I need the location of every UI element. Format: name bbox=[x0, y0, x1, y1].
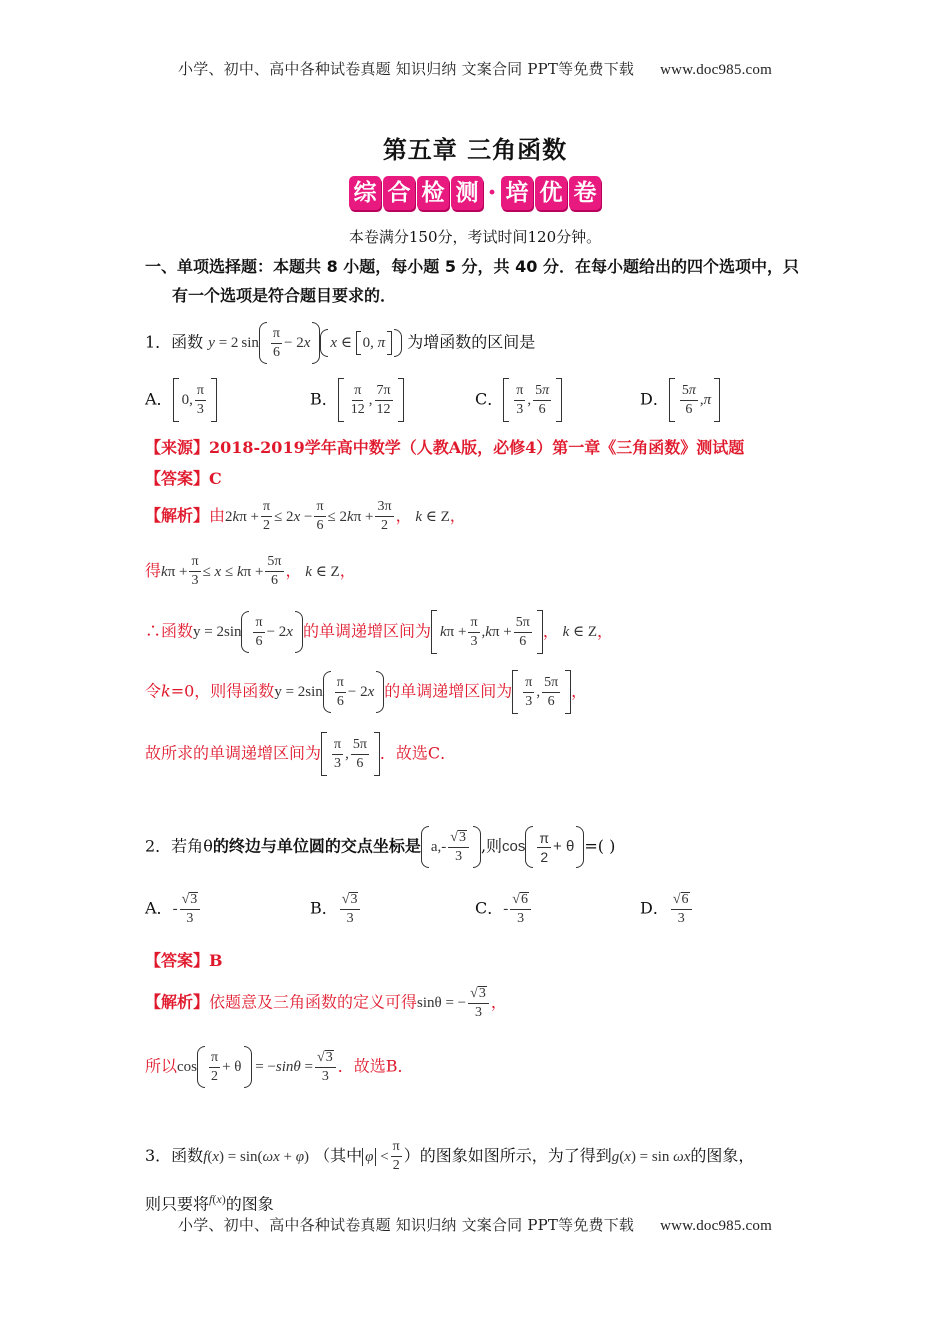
footer-site[interactable]: www.doc985.com bbox=[660, 1218, 772, 1234]
page-header bbox=[0, 58, 950, 79]
q1-answer bbox=[145, 469, 222, 488]
text: 令 bbox=[145, 681, 162, 701]
q1-analysis-line4: 令k=0，则得函数y = 2sin $\frac{\pi}{6}$ − 2 x 的单调递增区间为 $\frac{\pi}{3}$ , $\frac{5\pi}{6}$ ， bbox=[145, 670, 587, 714]
text: ， bbox=[285, 561, 302, 580]
q2-option-a[interactable]: A．- √ 3 3 bbox=[145, 892, 202, 926]
text: 由 bbox=[209, 506, 226, 525]
q1-prefix: 1．函数 bbox=[145, 332, 204, 352]
q3-stem-line2: 则只要将 f ( x )的图象 bbox=[145, 1192, 274, 1214]
chapter-title: 第五章 三角函数 bbox=[382, 136, 568, 164]
q2-prefix: 2．若角 bbox=[145, 836, 204, 856]
banner-char: 测 bbox=[451, 176, 483, 210]
option-label: C． bbox=[475, 898, 504, 918]
q2-option-d[interactable]: D． √ 6 3 bbox=[640, 892, 694, 926]
option-label: D． bbox=[640, 898, 669, 918]
q1-option-b[interactable]: B． $\frac{\pi}{12}$ , $\frac{7\pi}{12}$ bbox=[310, 378, 404, 422]
q2-option-b[interactable]: B． √ 3 3 bbox=[310, 892, 362, 926]
analysis-label: 【解析】 bbox=[145, 992, 210, 1012]
theta-symbol: θ bbox=[203, 836, 213, 856]
q1-source: 【来源】2018-2019学年高中数学（人教A版，必修4）第一章《三角函数》测试题 bbox=[145, 438, 745, 457]
banner-char: 检 bbox=[417, 176, 449, 210]
banner-char: 合 bbox=[383, 176, 415, 210]
q2-mid1: 的终边与单位圆的交点坐标是 bbox=[212, 836, 421, 856]
text: 得 bbox=[145, 561, 162, 580]
section-heading-line1: 一、单项选择题：本题共 8 小题，每小题 5 分，共 40 分．在每小题给出的四个选项中，只 bbox=[145, 257, 799, 276]
text: ， bbox=[395, 506, 412, 525]
q3-mid2: ）的图象如图所示，为了得到 bbox=[403, 1146, 612, 1165]
q2-option-c[interactable]: C．- √ 6 3 bbox=[475, 892, 533, 926]
text: ， bbox=[571, 681, 588, 701]
option-label: A． bbox=[145, 898, 173, 918]
q2-analysis-line1: 【解析】依题意及三角函数的定义可得sinθ = − √ 3 3 ， bbox=[145, 986, 507, 1020]
q3-stem-line1: 3．函数 f ( x ) = sin( ωx + φ ) （其中 φ < $\frac{\pi}{2}$ ）的图象如图所示，为了得到 g ( x ) = sin ωx 的图象， bbox=[145, 1139, 755, 1173]
text: 所以 bbox=[145, 1056, 178, 1076]
q3-line2-pre: 则只要将 bbox=[145, 1194, 210, 1214]
text: 的单调递增区间为 bbox=[384, 681, 513, 701]
text: =0，则得函数 bbox=[170, 681, 275, 701]
q2-mid2: ,则 bbox=[480, 836, 503, 856]
q2-blank: =( ) bbox=[584, 836, 616, 856]
text: 依题意及三角函数的定义可得 bbox=[209, 992, 418, 1012]
section-heading-line2: 有一个选项是符合题目要求的． bbox=[172, 286, 397, 305]
text: ．故选B． bbox=[337, 1056, 414, 1076]
option-label: C． bbox=[475, 389, 504, 409]
banner-char: 优 bbox=[535, 176, 567, 210]
banner-char: 卷 bbox=[569, 176, 601, 210]
answer-label: 【答案】 bbox=[145, 469, 210, 488]
option-label: B． bbox=[310, 389, 338, 409]
q1-stem bbox=[145, 322, 535, 364]
q3-mid1: （其中 bbox=[314, 1146, 363, 1165]
answer-label: 【答案】 bbox=[145, 951, 210, 970]
option-label: A． bbox=[145, 389, 173, 409]
text: 故所求的单调递增区间为 bbox=[145, 743, 322, 763]
q1-analysis-line2: 得 k π + $\frac{\pi}{3}$ ≤ x ≤ k π + $\frac{5\pi}{6}$ ， k ∈ Z， bbox=[145, 554, 356, 588]
q2-answer bbox=[145, 951, 223, 970]
q1-suffix: 为增函数的区间是 bbox=[407, 332, 536, 352]
q3-mid3: 的图象， bbox=[690, 1146, 755, 1165]
footer-text: 小学、初中、高中各种试卷真题 知识归纳 文案合同 PPT等免费下载 bbox=[178, 1216, 635, 1234]
banner bbox=[0, 176, 950, 210]
q3-prefix: 3．函数 bbox=[145, 1146, 204, 1165]
q2-stem: 2．若角θ的终边与单位圆的交点坐标是 a,- √ 3 3 ,则cos $\frac{\pi}{2}$ + θ =( ) bbox=[145, 826, 615, 868]
q2-analysis-line2: 所以cos $\frac{\pi}{2}$ + θ = − sinθ = √ 3 3 ．故选B． bbox=[145, 1046, 413, 1088]
q1-analysis-line5: 故所求的单调递增区间为 $\frac{\pi}{3}$ , $\frac{5\pi}{6}$ ．故选C． bbox=[145, 732, 456, 776]
text: 的单调递增区间为 bbox=[302, 621, 431, 641]
exam-info: 本卷满分150分，考试时间120分钟。 bbox=[348, 228, 602, 246]
q1-option-c[interactable]: C． $\frac{\pi}{3}$ , $\frac{5\pi}{6}$ bbox=[475, 378, 562, 422]
text: ， bbox=[490, 992, 507, 1012]
q1-analysis-line1: 【解析】由2 k π + $\frac{\pi}{2}$ ≤ 2 x − $\frac{\pi}{6}$ ≤ 2 k π + $\frac{3\pi}{2}$ ， k ∈ Z， bbox=[145, 499, 466, 533]
q1-analysis-line3: ∴函数y = 2sin $\frac{\pi}{6}$ − 2 x 的单调递增区间为 k π + $\frac{\pi}{3}$ , k π + $\frac{5\pi}{6}$ ， k ∈ Z， bbox=[145, 610, 613, 654]
page-footer bbox=[0, 1214, 950, 1235]
option-label: B． bbox=[310, 898, 338, 918]
q3-line2-post: 的图象 bbox=[225, 1194, 274, 1214]
text: ∴函数 bbox=[145, 621, 194, 641]
analysis-label: 【解析】 bbox=[145, 506, 210, 525]
answer-value: B bbox=[209, 951, 223, 970]
text: k bbox=[161, 681, 171, 701]
answer-value: C bbox=[209, 469, 222, 488]
text: ．故选C． bbox=[379, 743, 457, 763]
text: ， bbox=[542, 621, 559, 641]
q1-option-a[interactable]: A． 0, $\frac{\pi}{3}$ bbox=[145, 378, 217, 422]
q1-option-d[interactable]: D． $\frac{5\pi}{6}$ , π bbox=[640, 378, 720, 422]
header-text: 小学、初中、高中各种试卷真题 知识归纳 文案合同 PPT等免费下载 bbox=[178, 60, 635, 78]
q1-formula: y = 2 sin $\frac{\pi}{6}$ − 2 x x ∈ 0, π bbox=[208, 322, 402, 364]
option-label: D． bbox=[640, 389, 669, 409]
banner-char: 培 bbox=[501, 176, 533, 210]
header-site[interactable]: www.doc985.com bbox=[660, 62, 772, 78]
banner-dot: · bbox=[487, 178, 497, 208]
banner-char: 综 bbox=[349, 176, 381, 210]
